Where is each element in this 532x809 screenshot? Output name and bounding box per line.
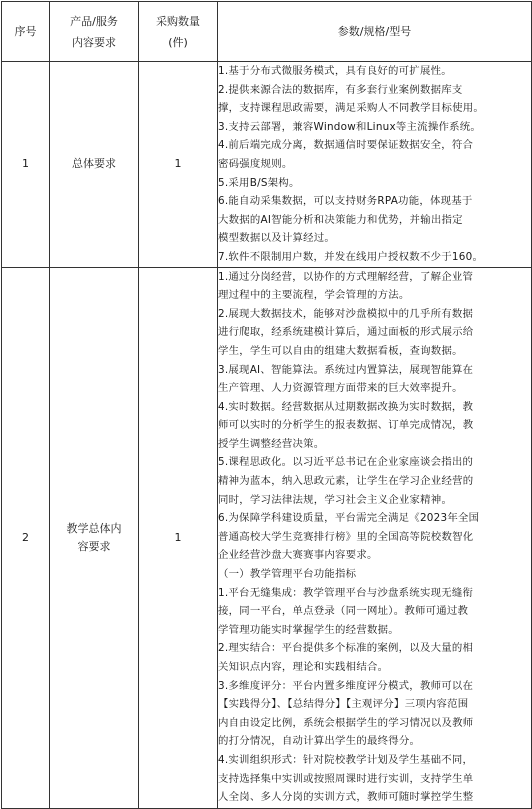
row-product-line: 总体要求 — [72, 157, 116, 171]
param-line: （一）教学管理平台功能指标 — [218, 568, 357, 581]
row-product-line: 容要求 — [77, 539, 111, 553]
row-seq: 1 — [2, 62, 50, 268]
header-params: 参数/规格/型号 — [218, 2, 532, 62]
param-line: 支持选择集中实训或按照周课时进行实训，支持学生单 — [218, 772, 474, 785]
row-qty: 1 — [139, 62, 218, 268]
row-seq: 2 — [2, 267, 50, 808]
header-qty-line: (件) — [168, 35, 188, 49]
param-line: 进行爬取，经系统建模计算后，通过面板的形式展示给 — [218, 326, 474, 339]
param-line: 接，同一平台，单点登录（同一网址）。教师可通过教 — [218, 605, 469, 618]
param-line: 普通高校大学生竞赛排行榜》里的全国高等院校数智化 — [218, 530, 474, 543]
param-line: 7.软件不限制用户数，并发在线用户授权数不少于160。 — [218, 250, 484, 263]
spec-table — [1, 1, 532, 809]
param-line: 大数据的AI智能分析和决策能力和优势，并输出指定 — [218, 213, 463, 226]
param-line: 【实践得分】、【总结得分】【主观评分】三项内容范围 — [218, 698, 469, 711]
param-line: 5.课程思政化。以习近平总书记在企业家座谈会指出的 — [218, 456, 474, 469]
param-line: 授学生调整经营决策。 — [218, 437, 325, 450]
param-line: 关知识点内容，理论和实践相结合。 — [218, 661, 389, 673]
header-product-line: 产品/服务 — [70, 14, 118, 28]
param-line: 学生，学生可以自由的组建大数据看板，查询数据。 — [218, 344, 463, 357]
row-qty: 1 — [139, 267, 218, 808]
param-line: 2.理实结合：平台提供多个标准的案例，以及大量的相 — [218, 642, 474, 655]
param-line: 6.能自动采集数据，可以支持财务RPA功能，体现基于 — [218, 195, 473, 208]
param-line: 撑，支持课程思政需要，满足采购人不同教学目标使用。 — [218, 102, 485, 115]
row-params — [218, 267, 532, 808]
table-row — [2, 267, 532, 808]
header-product — [50, 2, 139, 62]
header-seq: 序号 — [2, 2, 50, 62]
param-line: 5.采用B/S架构。 — [218, 176, 300, 189]
param-line: 2.提供来源合法的数据库，有多套行业案例数据库支 — [218, 83, 463, 96]
param-line: 内自由设定比例，系统会根据学生的学习情况以及教师 — [218, 716, 474, 729]
param-line: 师可以实时的分析学生的报表数据、订单完成情况，教 — [218, 419, 474, 432]
header-qty-line: 采购数量 — [156, 14, 200, 28]
param-line: 企业经营沙盘大赛赛事内容要求。 — [218, 549, 378, 562]
param-line: 密码强度规则。 — [218, 157, 293, 170]
param-line: 同时，学习法律法规，学习社会主义企业家精神。 — [218, 493, 453, 506]
table-row — [2, 62, 532, 268]
row-product-line: 教学总体内 — [66, 521, 122, 535]
param-line: 1.平台无缝集成：教学管理平台与沙盘系统实现无缝衔 — [218, 586, 474, 599]
param-line: 人全岗、多人分岗的实训方式，教师可随时掌控学生整 — [218, 791, 474, 804]
param-line: 的打分情况，自动计算出学生的最终得分。 — [218, 735, 421, 748]
param-line: 4.实训组织形式：针对院校教学计划及学生基础不同， — [218, 753, 474, 766]
param-line: 2.展现大数据技术，能够对沙盘模拟中的几乎所有数据 — [218, 307, 474, 320]
header-qty — [139, 2, 218, 62]
row-product — [50, 267, 139, 808]
param-line: 3.展现AI、智能算法。系统过内置算法，展现智能算在 — [218, 363, 474, 376]
header-row — [2, 2, 532, 62]
param-line: 模型数据以及计算经过。 — [218, 232, 336, 245]
param-line: 4.前后端完成分离，数据通信时要保证数据安全，符合 — [218, 139, 474, 152]
param-line: 6.为保障学科建设质量，平台需完全满足《2023年全国 — [218, 512, 480, 525]
param-line: 生产管理、人力资源管理方面带来的巨大效率提升。 — [218, 382, 463, 395]
param-line: 4.实时数据。经营数据从过期数据改换为实时数据，教 — [218, 400, 474, 413]
param-line: 1.通过分岗经营，以协作的方式理解经营，了解企业管 — [218, 270, 474, 283]
param-line: 学管理功能实时掌握学生的经营数据。 — [218, 623, 399, 636]
row-product — [50, 62, 139, 268]
param-line: 精神为蓝本，纳入思政元素，让学生在学习企业经营的 — [218, 475, 474, 488]
param-line: 3.支持云部署，兼容Window和Linux等主流操作系统。 — [218, 120, 482, 133]
header-product-line: 内容要求 — [72, 35, 116, 49]
param-line: 理过程中的主要流程，学会管理的方法。 — [218, 289, 410, 302]
row-params — [218, 62, 532, 268]
param-line: 1.基于分布式微服务模式，具有良好的可扩展性。 — [218, 65, 452, 77]
param-line: 3.多维度评分：平台内置多维度评分模式，教师可以在 — [218, 679, 474, 692]
